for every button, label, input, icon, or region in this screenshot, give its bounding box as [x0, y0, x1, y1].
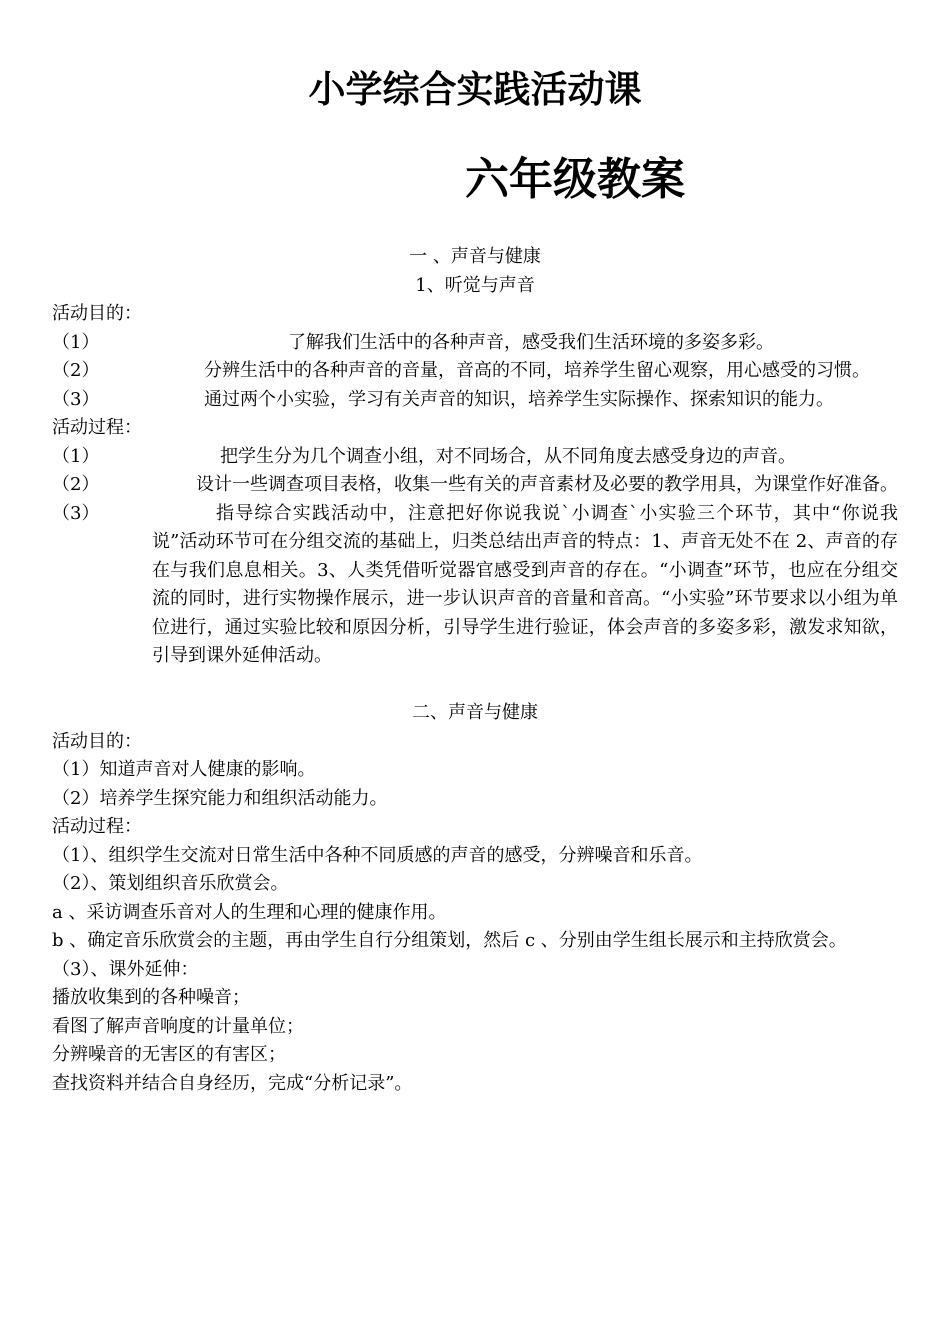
item-number: （2） — [52, 360, 100, 381]
document-title: 小学综合实践活动课 — [308, 68, 642, 111]
section1-process-label: 活动过程： — [52, 417, 142, 438]
item-text: 通过两个小实验，学习有关声音的知识，培养学生实际操作、探索知识的能力。 — [204, 388, 834, 410]
spacer — [52, 671, 898, 700]
section1-goal-item — [52, 329, 898, 358]
section2-heading: 二、声音与健康 — [412, 702, 538, 723]
section1-process-item — [52, 443, 898, 472]
section2-process-line: b 、确定音乐欣赏会的主题，再由学生自行分组策划，然后 c 、分别由学生组长展示和主持欣赏会。 — [52, 930, 847, 951]
section2-goal-item: （2）培养学生探究能力和组织活动能力。 — [52, 787, 388, 809]
section2-process-line: 播放收集到的各种噪音； — [52, 987, 250, 1008]
item-number: （3） — [52, 388, 100, 410]
section2-process-line: （3）、课外延伸： — [52, 958, 199, 980]
section2-process-line: 查找资料并结合自身经历，完成“分析记录”。 — [52, 1072, 413, 1094]
section1-process-item — [52, 471, 898, 500]
section2-goal-item: （1）知道声音对人健康的影响。 — [52, 759, 316, 780]
item-text: 指导综合实践活动中，注意把好你说我说`小调查`小实验三个环节，其中“你说我说”活动环节可在分组交流的基础上，归类总结出声音的特点：1、声音无处不在 2、声音的存在与我们息息相关。3、人类凭借听觉器官感受到声音的存在。“小调查”环节，也应在分组交流的同时，进行实物操作展示，进一步认识声音的音量和音高。“小实验”环节要求以小组为单位进行，通过实验比较和原因分析，引导学生进行验证，体会声音的多姿多彩，激发求知欲，引导到课外延伸活动。 — [152, 502, 898, 666]
item-text: 了解我们生活中的各种声音，感受我们生活环境的多姿多彩。 — [288, 331, 774, 353]
section1-goal-item — [52, 357, 898, 386]
item-number: （3） — [52, 502, 100, 524]
section1-goal-item — [52, 386, 898, 415]
section2-goal-label: 活动目的： — [52, 730, 142, 752]
document-subtitle: 六年级教案 — [465, 154, 685, 205]
section2-process-line: 看图了解声音响度的计量单位； — [52, 1015, 304, 1037]
item-text: 分辨生活中的各种声音的音量，音高的不同，培养学生留心观察，用心感受的习惯。 — [204, 360, 870, 381]
section2-process-line: 分辨噪音的无害区的有害区； — [52, 1044, 286, 1065]
item-text: 把学生分为几个调查小组，对不同场合，从不同角度去感受身边的声音。 — [220, 445, 796, 467]
item-text: 设计一些调查项目表格，收集一些有关的声音素材及必要的教学用具，为课堂作好准备。 — [196, 474, 898, 495]
section2-process-line: （2）、策划组织音乐欣赏会。 — [52, 873, 289, 894]
section1-goal-label: 活动目的： — [52, 303, 142, 324]
item-number: （1） — [52, 331, 100, 353]
section2-process-line: a 、采访调查乐音对人的生理和心理的健康作用。 — [52, 901, 447, 923]
section2-process-line: （1）、组织学生交流对日常生活中各种不同质感的声音的感受，分辨噪音和乐音。 — [52, 844, 703, 866]
item-number: （1） — [52, 445, 100, 467]
section1-process-item — [52, 500, 898, 671]
section1-heading: 一 、声音与健康 — [409, 246, 541, 267]
document-body — [52, 243, 898, 1098]
section2-process-label: 活动过程： — [52, 816, 142, 837]
section1-subheading: 1、听觉与声音 — [415, 274, 535, 296]
item-number: （2） — [52, 474, 100, 495]
